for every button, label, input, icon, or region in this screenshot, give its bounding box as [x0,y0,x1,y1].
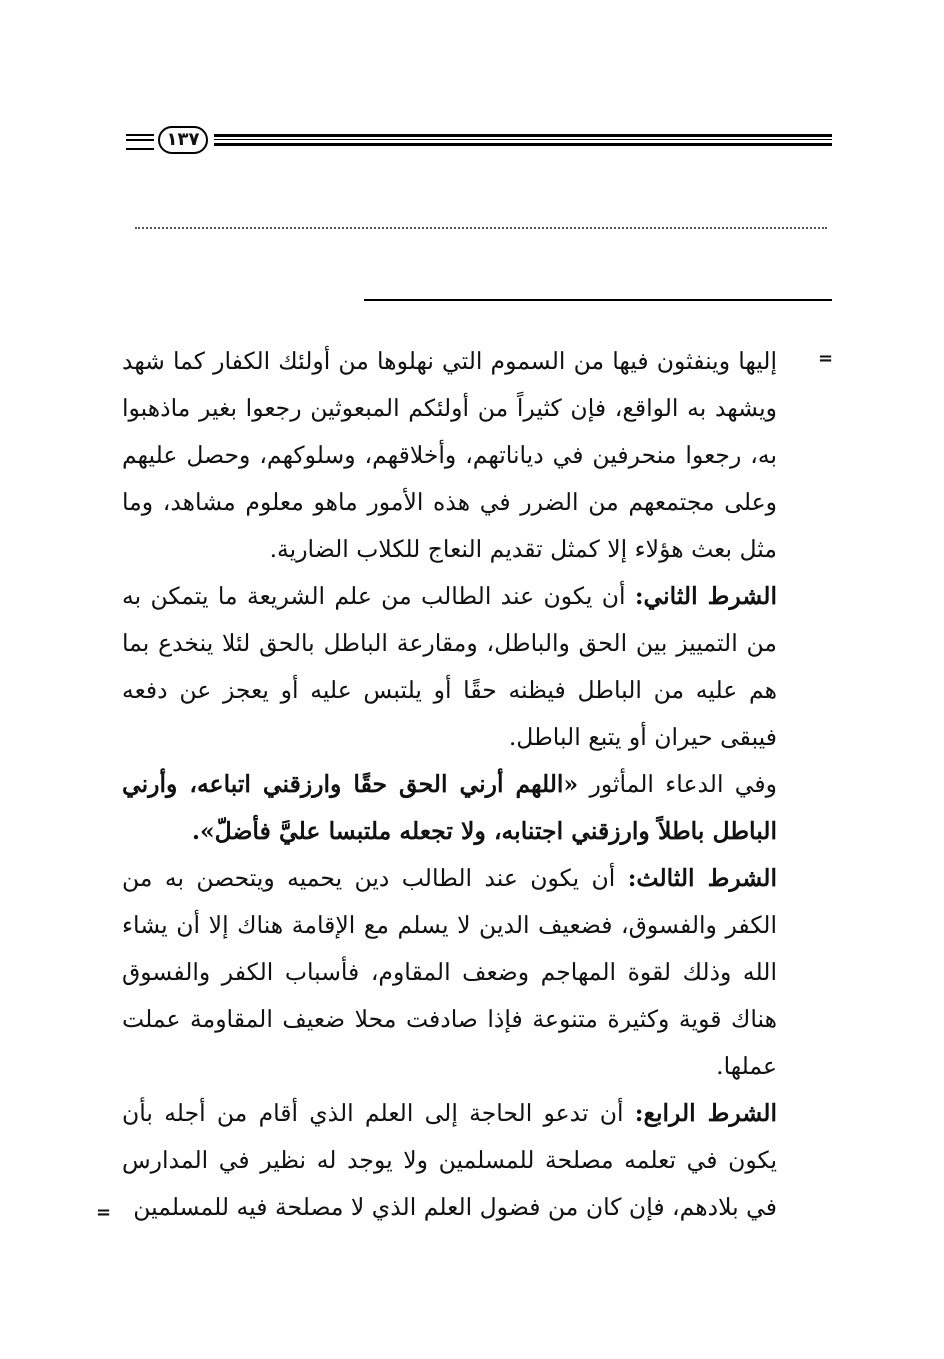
condition-4-text: أن تدعو الحاجة إلى العلم الذي أقام من أجله بأن يكون في تعلمه مصلحة للمسلمين ولا يوجد له نظير في المدارس في بلادهم، فإن كان من فضول العلم الذي لا مصلحة فيه للمسلمين [122,1099,777,1221]
paragraph-condition-3 [122,855,777,1090]
page-number: ١٣٧ [158,126,208,154]
paragraph-1 [122,338,777,573]
header-short-rule [126,134,154,150]
condition-2-label: الشرط الثاني: [634,582,778,610]
continuation-mark-start: = [818,348,834,369]
paragraph-dua [122,761,777,855]
condition-2-text: أن يكون عند الطالب من علم الشريعة ما يتمكن به من التمييز بين الحق والباطل، ومقارعة الباطل بالحق لئلا ينخدع بما هم عليه من الباطل فيظنه حقًا أو يلتبس عليه أو يعجز عن دفعه فيبقى حيران أو يتبع الباطل. [122,582,777,751]
section-rule [364,299,832,301]
page-header [126,122,832,162]
condition-4-label: الشرط الرابع: [634,1099,777,1127]
paragraph-1-text: إليها وينفثون فيها من السموم التي نهلوها من أولئك الكفار كما شهد ويشهد به الواقع، فإن كثيراً من أولئكم المبعوثين رجعوا بغير ماذهبوا به، رجعوا منحرفين في دياناتهم، وأخلاقهم، وسلوكهم، وحصل عليهم وعلى مجتمعهم من الضرر في هذه الأمور ماهو معلوم مشاهد، وما مثل بعث هؤلاء إلا كمثل تقديم النعاج للكلاب الضارية. [122,347,777,563]
paragraph-condition-4 [122,1090,777,1231]
condition-3-label: الشرط الثالث: [627,864,777,892]
dotted-separator [135,227,827,229]
dua-quote: «اللهم أرني الحق حقًا وارزقني اتباعه، وأرني الباطل باطلاً وارزقني اجتنابه، ولا تجعله ملتبسا عليَّ فأضلّ». [122,770,777,845]
page-body [122,338,777,1231]
header-long-rule [214,134,832,146]
paragraph-condition-2 [122,573,777,761]
condition-3-text: أن يكون عند الطالب دين يحميه ويتحصن به من الكفر والفسوق، فضعيف الدين لا يسلم مع الإقامة هناك إلا أن يشاء الله وذلك لقوة المهاجم وضعف المقاوم، فأسباب الكفر والفسوق هناك قوية وكثيرة متنوعة فإذا صادفت محلا ضعيف المقاومة عملت عملها. [122,864,777,1080]
dua-intro: وفي الدعاء المأثور [589,770,777,798]
continuation-mark-end: = [96,1202,112,1223]
